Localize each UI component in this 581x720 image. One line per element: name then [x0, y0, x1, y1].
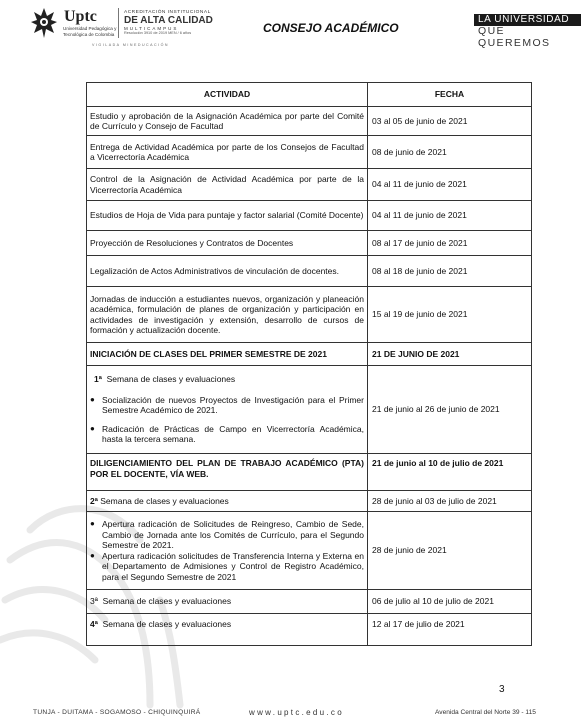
table-row-pta: DILIGENCIAMIENTO DEL PLAN DE TRABAJO ACADÉMICO (PTA) POR EL DOCENTE, VÍA WEB. 21 de junio al 10 de julio de 2021: [87, 454, 532, 491]
table-row: Jornadas de inducción a estudiantes nuevos, organización y planeación académica, formulación de planes de organización y participación en actividades de investigación y extensión, desarrollo de cursos de formación y actualización docente. 15 al 19 de junio de 2021: [87, 287, 532, 343]
footer-cities: TUNJA - DUITAMA - SOGAMOSO - CHIQUINQUIRÁ: [33, 709, 201, 716]
table-row: Entrega de Actividad Académica por parte de los Consejos de Facultad a Vicerrectoría Académica 08 de junio de 2021: [87, 136, 532, 169]
table-row: Control de la Asignación de Actividad Académica por parte de la Vicerrectoría Académica 04 al 11 de junio de 2021: [87, 169, 532, 201]
column-header-activity: ACTIVIDAD: [87, 83, 368, 107]
bullet-icon: ●: [90, 394, 95, 404]
column-header-date: FECHA: [368, 83, 532, 107]
page-header: [0, 0, 581, 52]
page-title: CONSEJO ACADÉMICO: [263, 21, 399, 35]
activities-table: [86, 82, 532, 646]
bullet-icon: ●: [90, 550, 95, 560]
table-row-week-2: 2ª Semana de clases y evaluaciones 28 de junio al 03 de julio de 2021: [87, 491, 532, 512]
table-row-readmission: ● Apertura radicación de Solicitudes de Reingreso, Cambio de Sede, Cambio de Jornada ante los Comités de Currículo, para el Segundo Semestre de 2021. ● Apertura radicación solicitudes de Transferencia Interna y Externa en el Departamento de Admisiones y Control de Registro Académico, para el Segundo Semestre de 2021 28 de junio de 2021: [87, 512, 532, 590]
table-row: Estudios de Hoja de Vida para puntaje y factor salarial (Comité Docente) 04 al 11 de junio de 2021: [87, 201, 532, 231]
logo-divider: [118, 8, 119, 38]
footer-website: www.uptc.edu.co: [249, 708, 344, 717]
bullet-icon: ●: [90, 423, 95, 433]
page-footer: [0, 707, 581, 720]
accreditation-block: ACREDITACIÓN INSTITUCIONAL DE ALTA CALIDAD MULTICAMPUS Resolución 3910 de 2019 MEN / 6 años: [124, 10, 213, 35]
university-crest-icon: [30, 6, 58, 40]
brand-slogan-line-2: QUE QUEREMOS: [478, 25, 551, 49]
brand-slogan-line-1: LA UNIVERSIDAD: [474, 14, 581, 26]
page-number: 3: [499, 684, 505, 695]
table-row-week-4: 4ª Semana de clases y evaluaciones 12 al 17 de julio de 2021: [87, 614, 532, 646]
table-row-week-1: 1ª Semana de clases y evaluaciones ● Socialización de nuevos Proyectos de Investigación para el Primer Semestre Académico de 2021. ● Radicación de Prácticas de Campo en Vicerrectoría Académica, hasta la tercera semana. 21 de junio al 26 de junio de 2021: [87, 366, 532, 454]
table-row: Proyección de Resoluciones y Contratos de Docentes 08 al 17 de junio de 2021: [87, 231, 532, 256]
bullet-icon: ●: [90, 519, 95, 528]
university-logo-subtitle: Universidad Pedagógica y Tecnológica de Colombia: [63, 26, 117, 37]
table-row: Legalización de Actos Administrativos de vinculación de docentes. 08 al 18 de junio de 2021: [87, 256, 532, 287]
footer-address: Avenida Central del Norte 39 - 115: [435, 709, 536, 716]
table-row-week-3: 3ª Semana de clases y evaluaciones 06 de julio al 10 de julio de 2021: [87, 590, 532, 614]
table-row-start-classes: INICIACIÓN DE CLASES DEL PRIMER SEMESTRE DE 2021 21 DE JUNIO DE 2021: [87, 343, 532, 366]
university-logo-name: Uptc: [64, 8, 97, 25]
table-row: Estudio y aprobación de la Asignación Académica por parte del Comité de Currículo y Consejo de Facultad 03 al 05 de junio de 2021: [87, 107, 532, 136]
vigilada-label: VIGILADA MINEDUCACIÓN: [92, 43, 170, 47]
